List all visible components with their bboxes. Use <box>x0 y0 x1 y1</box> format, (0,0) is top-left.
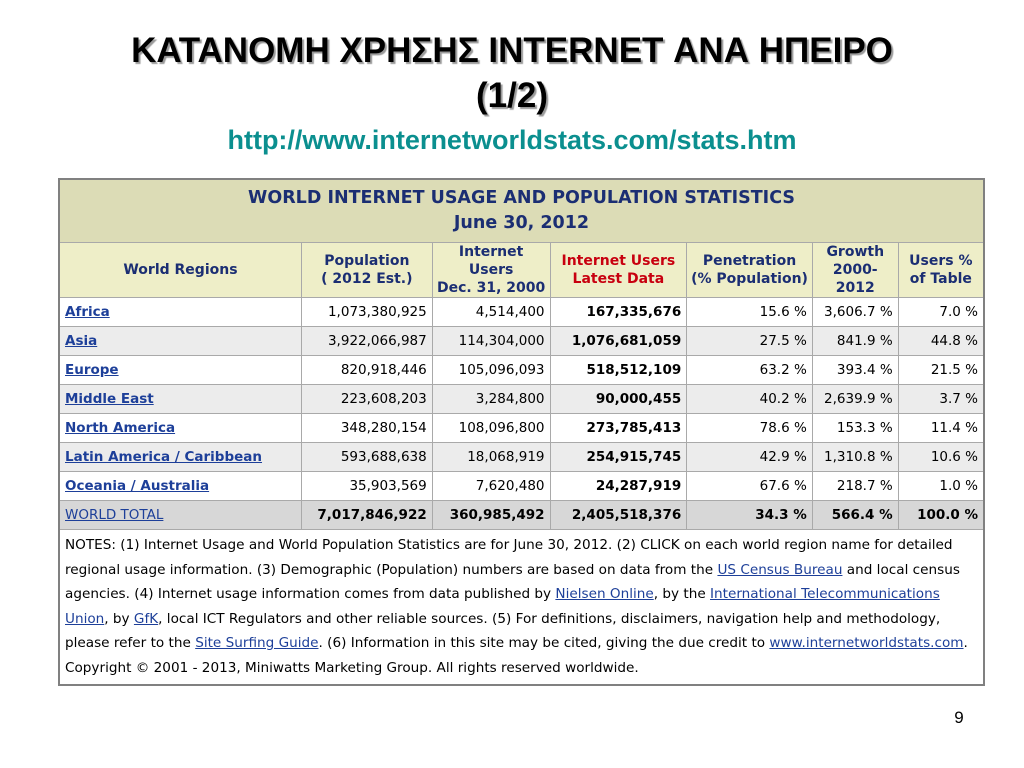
world-total-link[interactable]: WORLD TOTAL <box>65 507 164 523</box>
table-banner <box>59 179 984 243</box>
cell-users-2000: 18,068,919 <box>432 443 550 472</box>
table-row <box>59 298 984 327</box>
cell-penetration: 67.6 % <box>687 472 813 501</box>
cell-users-2000: 3,284,800 <box>432 385 550 414</box>
page-number: 9 <box>954 708 964 727</box>
total-population: 7,017,846,922 <box>301 501 432 530</box>
cell-growth: 1,310.8 % <box>812 443 898 472</box>
cell-population: 820,918,446 <box>301 356 432 385</box>
cell-penetration: 42.9 % <box>687 443 813 472</box>
header-population: Population ( 2012 Est.) <box>301 243 432 298</box>
slide-title-line1: ΚΑΤΑΝΟΜΗ ΧΡΗΣΗΣ INTERNET ΑΝΑ ΗΠΕΙΡΟ <box>131 31 893 70</box>
cell-penetration: 40.2 % <box>687 385 813 414</box>
cell-users-2000: 114,304,000 <box>432 327 550 356</box>
cell-population: 223,608,203 <box>301 385 432 414</box>
table-subtitle: June 30, 2012 <box>453 213 590 233</box>
cell-population: 1,073,380,925 <box>301 298 432 327</box>
cell-growth: 2,639.9 % <box>812 385 898 414</box>
column-headers <box>59 243 984 298</box>
cell-users-latest: 24,287,919 <box>550 472 687 501</box>
header-share: Users % of Table <box>898 243 984 298</box>
cell-penetration: 15.6 % <box>687 298 813 327</box>
cell-users-2000: 108,096,800 <box>432 414 550 443</box>
cell-users-latest: 167,335,676 <box>550 298 687 327</box>
cell-growth: 393.4 % <box>812 356 898 385</box>
table-row <box>59 443 984 472</box>
cell-growth: 841.9 % <box>812 327 898 356</box>
cell-users-latest: 90,000,455 <box>550 385 687 414</box>
slide-title-line2: (1/2) <box>476 76 548 115</box>
cell-growth: 218.7 % <box>812 472 898 501</box>
region-link-north-america[interactable]: North America <box>65 420 176 436</box>
cell-growth: 153.3 % <box>812 414 898 443</box>
cell-share: 11.4 % <box>898 414 984 443</box>
table-row <box>59 414 984 443</box>
link-itu[interactable]: International Telecommunications Union <box>65 586 940 627</box>
notes-text: NOTES: (1) Internet Usage and World Population Statistics are for June 30, 2012. (2) CLICK on each world region name for detailed regional usage information. (3) Demographic (Population) numbers are based on data from the US Census Bureau and local census agencies. (4) Internet usage information comes from data published by Nielsen Online, by the International Telecommunications Union, by GfK, local ICT Regulators and other reliable sources. (5) For definitions, disclaimers, navigation help and methodology, please refer to the Site Surfing Guide. (6) Information in this site may be cited, giving the due credit to www.internetworldstats.com. Copyright © 2001 - 2013, Miniwatts Marketing Group. All rights reserved worldwide. <box>59 530 984 686</box>
header-region: World Regions <box>59 243 301 298</box>
cell-share: 10.6 % <box>898 443 984 472</box>
cell-users-latest: 1,076,681,059 <box>550 327 687 356</box>
region-link-asia[interactable]: Asia <box>65 333 98 349</box>
header-penetration: Penetration (% Population) <box>687 243 813 298</box>
total-penetration: 34.3 % <box>687 501 813 530</box>
table-row <box>59 472 984 501</box>
cell-users-latest: 254,915,745 <box>550 443 687 472</box>
source-url: http://www.internetworldstats.com/stats.htm <box>227 125 797 155</box>
header-users-latest: Internet Users Latest Data <box>550 243 687 298</box>
region-link-africa[interactable]: Africa <box>65 304 110 320</box>
region-link-middle-east[interactable]: Middle East <box>65 391 154 407</box>
link-internetworldstats[interactable]: www.internetworldstats.com <box>769 635 964 651</box>
link-gfk[interactable]: GfK <box>133 610 159 627</box>
slide-title <box>0 28 1024 118</box>
cell-penetration: 78.6 % <box>687 414 813 443</box>
cell-share: 44.8 % <box>898 327 984 356</box>
cell-growth: 3,606.7 % <box>812 298 898 327</box>
cell-users-latest: 518,512,109 <box>550 356 687 385</box>
region-link-oceania[interactable]: Oceania / Australia <box>65 478 210 494</box>
notes-row <box>59 530 984 686</box>
total-users-latest: 2,405,518,376 <box>550 501 687 530</box>
cell-users-latest: 273,785,413 <box>550 414 687 443</box>
table-row <box>59 356 984 385</box>
header-users-2000: Internet Users Dec. 31, 2000 <box>432 243 550 298</box>
region-link-latin-america[interactable]: Latin America / Caribbean <box>65 449 263 465</box>
cell-share: 1.0 % <box>898 472 984 501</box>
link-nielsen-online[interactable]: Nielsen Online <box>555 586 654 602</box>
cell-penetration: 27.5 % <box>687 327 813 356</box>
cell-penetration: 63.2 % <box>687 356 813 385</box>
cell-population: 348,280,154 <box>301 414 432 443</box>
region-link-europe[interactable]: Europe <box>65 362 119 378</box>
cell-share: 3.7 % <box>898 385 984 414</box>
total-users-2000: 360,985,492 <box>432 501 550 530</box>
link-us-census-bureau[interactable]: US Census Bureau <box>717 561 843 578</box>
cell-users-2000: 4,514,400 <box>432 298 550 327</box>
total-row <box>59 501 984 530</box>
cell-users-2000: 7,620,480 <box>432 472 550 501</box>
cell-population: 3,922,066,987 <box>301 327 432 356</box>
table-row <box>59 327 984 356</box>
total-growth: 566.4 % <box>812 501 898 530</box>
table-row <box>59 385 984 414</box>
cell-users-2000: 105,096,093 <box>432 356 550 385</box>
link-site-surfing-guide[interactable]: Site Surfing Guide <box>195 635 319 651</box>
total-share: 100.0 % <box>898 501 984 530</box>
cell-population: 593,688,638 <box>301 443 432 472</box>
table-title: WORLD INTERNET USAGE AND POPULATION STATISTICS <box>248 188 795 208</box>
stats-table <box>58 178 985 686</box>
cell-share: 7.0 % <box>898 298 984 327</box>
cell-share: 21.5 % <box>898 356 984 385</box>
header-growth: Growth 2000-2012 <box>812 243 898 298</box>
cell-population: 35,903,569 <box>301 472 432 501</box>
